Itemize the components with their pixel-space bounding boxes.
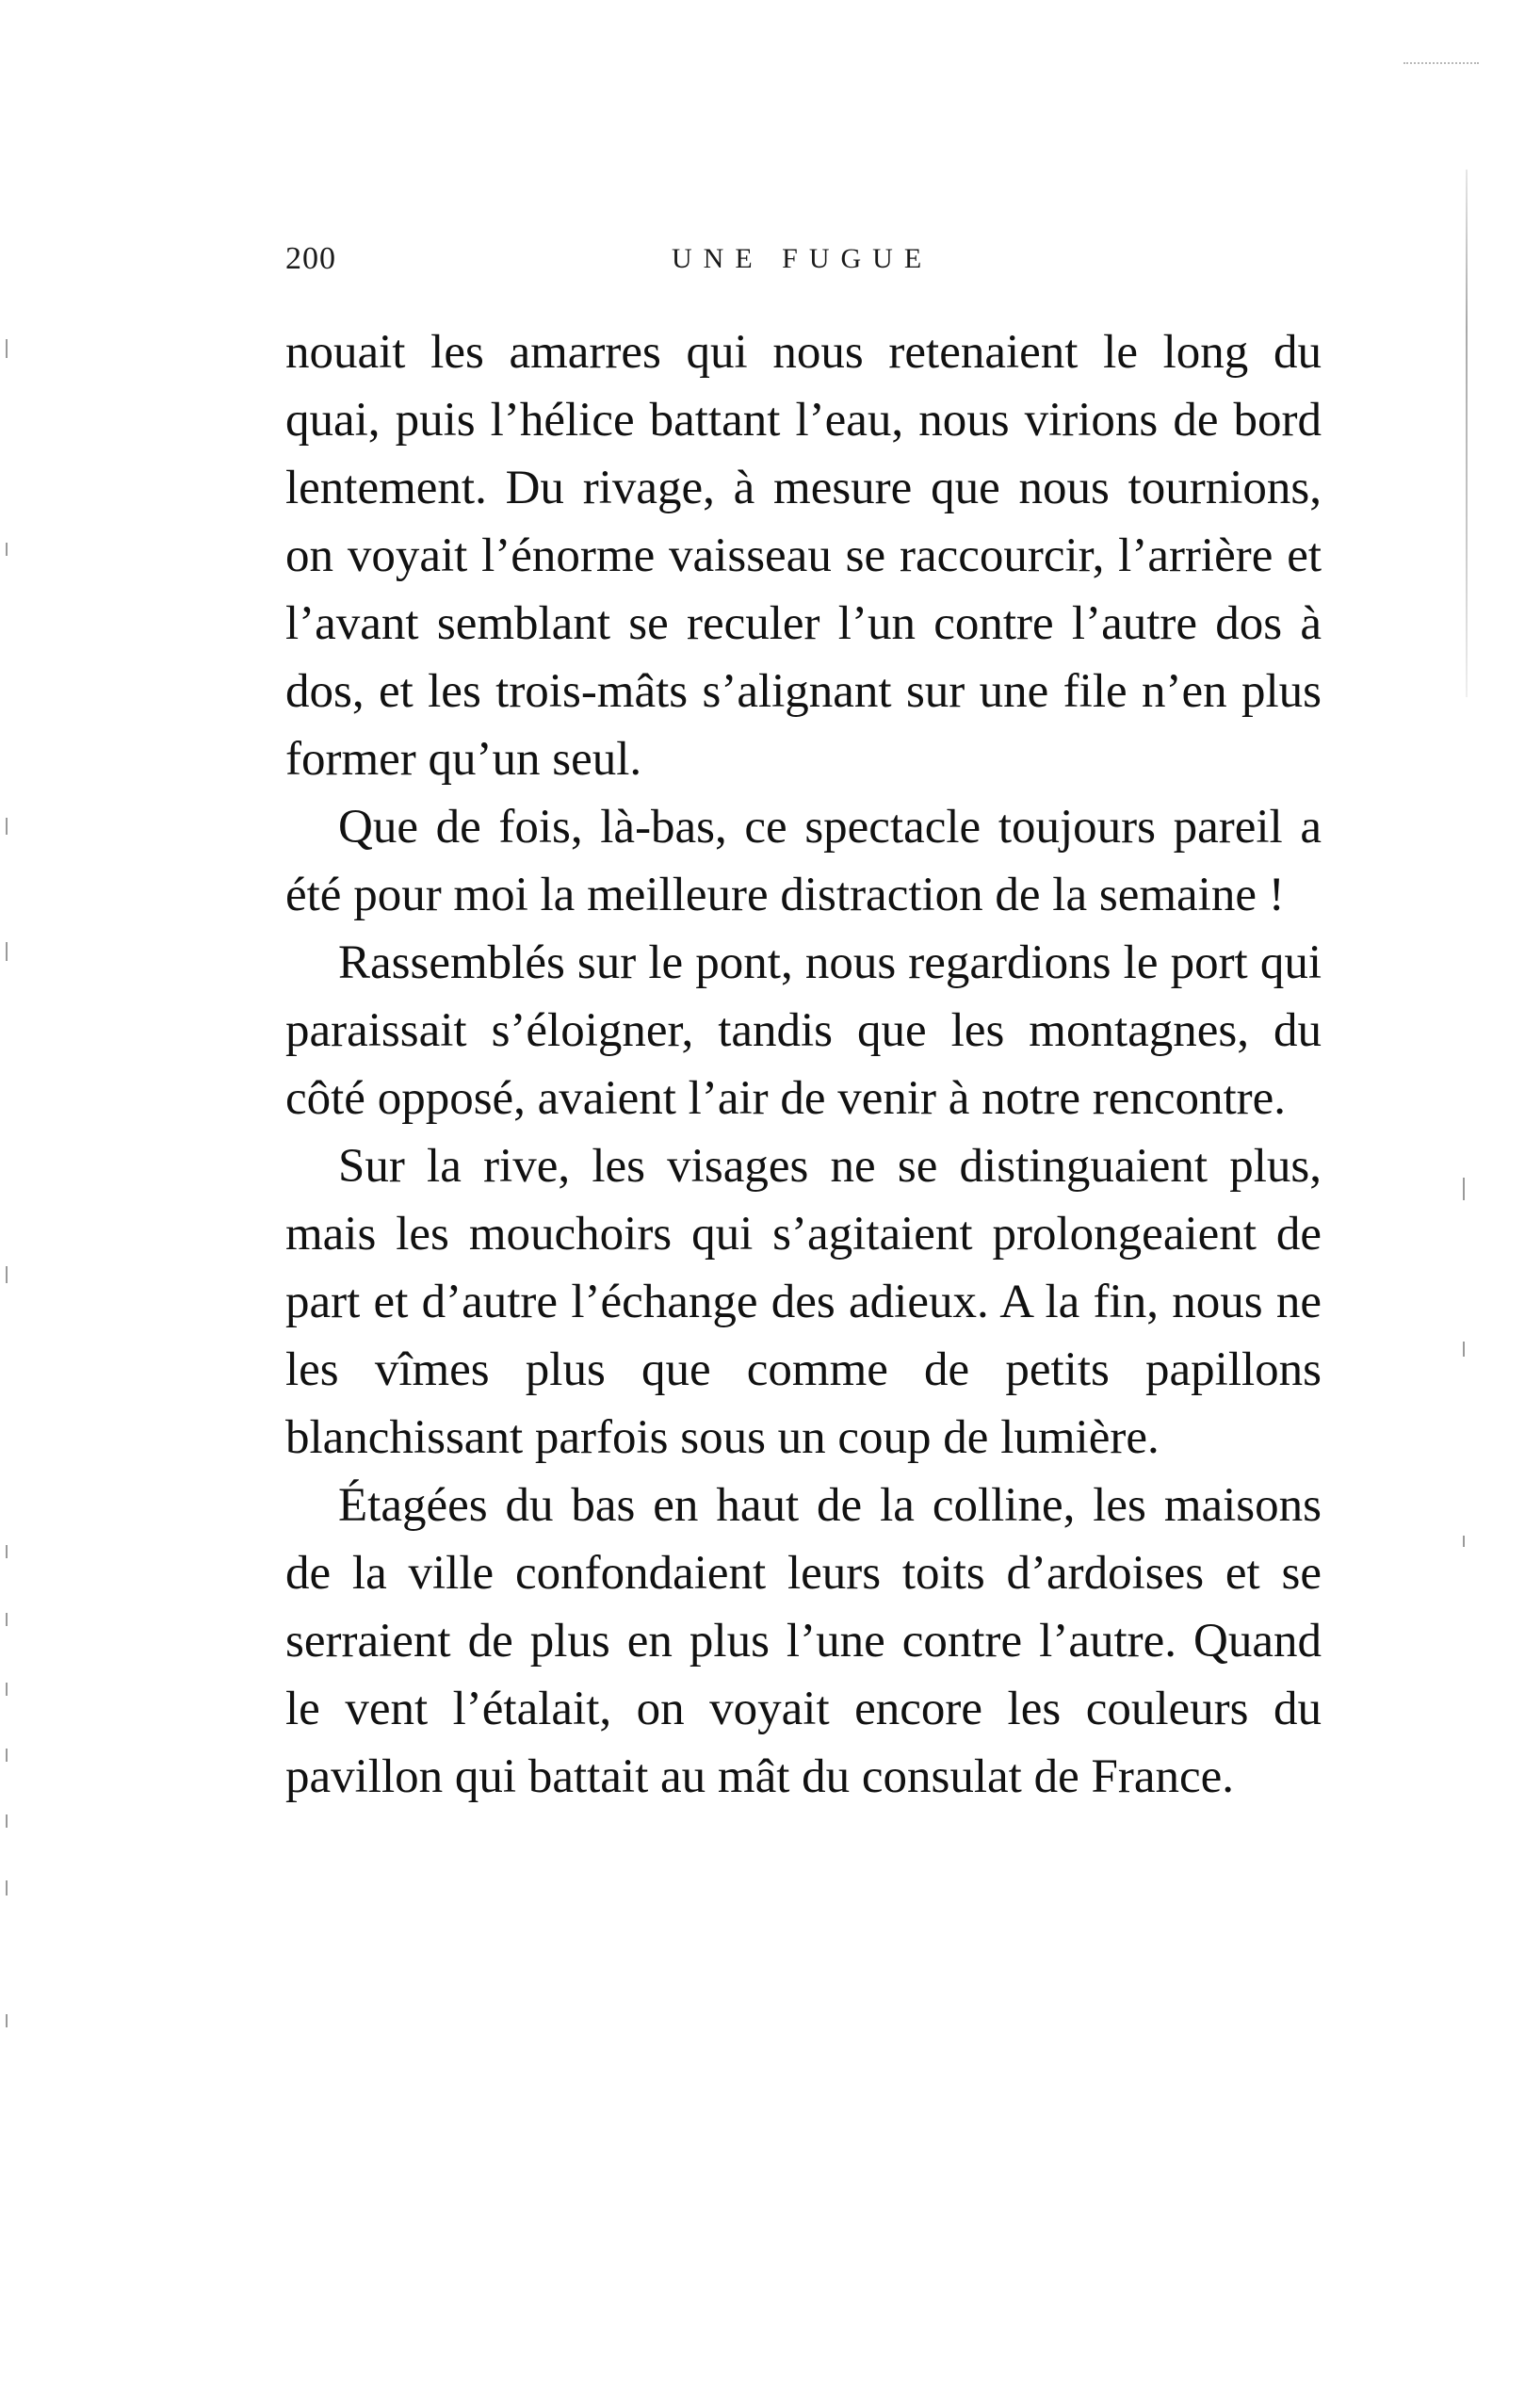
paragraph: Étagées du bas en haut de la colline, les maisons de la ville confondaient leurs toits d’ardoises et se serraient de plus en plus l’une contre l’autre. Quand le vent l’étalait, on voyait encore les couleurs du pavillon qui battait au mât du consulat de France. <box>285 1479 1322 1803</box>
scan-mark <box>6 339 8 358</box>
scan-mark <box>6 942 8 961</box>
page-header <box>285 241 1322 288</box>
body-text <box>285 318 1322 1811</box>
scan-mark <box>6 1683 8 1696</box>
running-title: UNE FUGUE <box>672 243 933 274</box>
scan-mark <box>1463 1178 1465 1200</box>
scan-mark <box>6 1613 8 1626</box>
scan-mark <box>6 1266 8 1283</box>
scan-mark <box>6 818 8 835</box>
scan-mark <box>1463 1342 1465 1357</box>
scan-mark <box>6 543 8 556</box>
right-margin-scan-marks <box>1463 0 1482 2408</box>
scan-mark <box>6 1545 8 1558</box>
scan-mark <box>6 1880 8 1895</box>
paragraph: Rassemblés sur le pont, nous regardions le port qui paraissait s’éloigner, tandis que les montagnes, du côté opposé, avaient l’air de venir à notre rencontre. <box>285 936 1322 1125</box>
scan-mark <box>6 1814 8 1828</box>
paragraph: Sur la rive, les visages ne se distinguaient plus, mais les mouchoirs qui s’agitaient prolongeaient de part et d’autre l’échange des adieux. A la fin, nous ne les vîmes plus que comme de petits papillons blanchissant parfois sous un coup de lumière. <box>285 1140 1322 1464</box>
page-number: 200 <box>285 241 336 276</box>
paragraph: Que de fois, là-bas, ce spectacle toujours pareil a été pour moi la meilleure distraction de la semaine ! <box>285 801 1322 921</box>
scan-mark <box>1463 1536 1465 1547</box>
left-margin-scan-marks <box>6 0 24 2408</box>
scan-mark <box>6 1749 8 1762</box>
paragraph: nouait les amarres qui nous retenaient le long du quai, puis l’hélice battant l’eau, nous virions de bord lentement. Du rivage, à mesure que nous tournions, on voyait l’énorme vaisseau se raccourcir, l’arrière et l’avant semblant se reculer l’un contre l’autre dos à dos, et les trois-mâts s’alignant sur une file n’en plus former qu’un seul. <box>285 326 1322 786</box>
scan-mark <box>6 2014 8 2027</box>
